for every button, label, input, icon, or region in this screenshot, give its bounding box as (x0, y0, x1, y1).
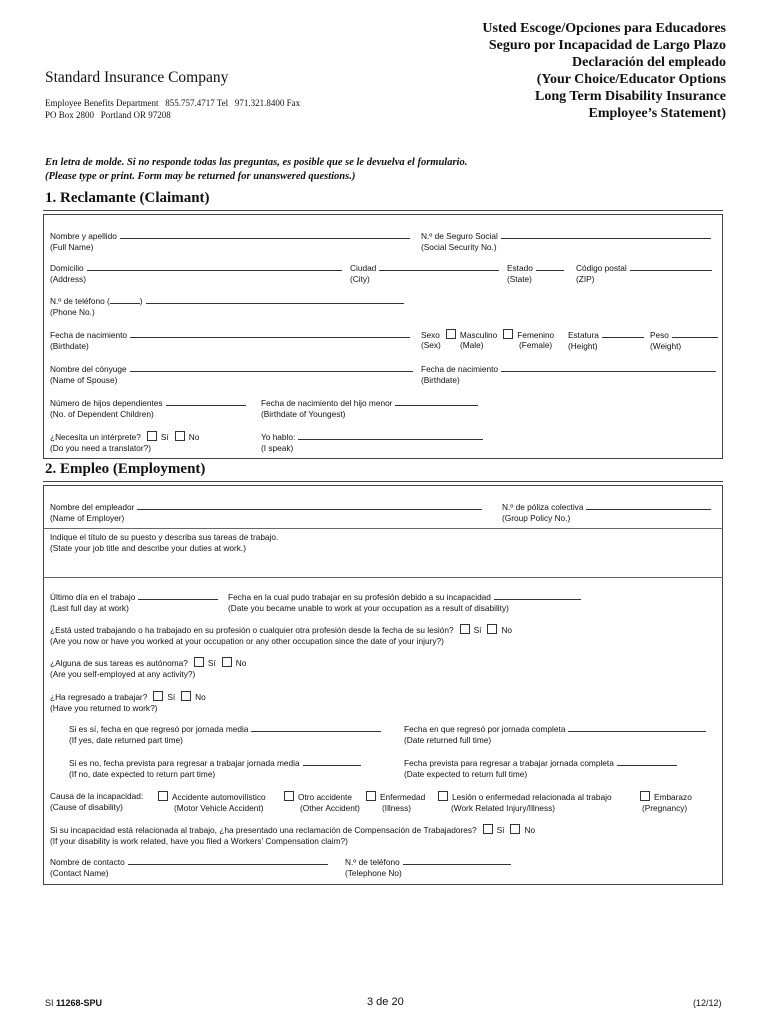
speak-line[interactable] (298, 431, 483, 440)
return-part-field[interactable] (69, 723, 381, 746)
title-line: Declaración del empleado (572, 55, 726, 70)
children-label-en: (No. of Dependent Children) (50, 409, 154, 419)
policy-label-en: (Group Policy No.) (502, 513, 571, 523)
birthdate-label: Fecha de nacimiento (50, 330, 128, 340)
unable-line[interactable] (494, 591, 581, 600)
unable-date-field[interactable] (228, 591, 581, 614)
tel-label-en: (Telephone No) (345, 868, 402, 878)
zip-field[interactable] (576, 262, 712, 285)
last-day-field[interactable] (50, 591, 218, 614)
children-label: Número de hijos dependientes (50, 398, 163, 408)
illness-checkbox[interactable] (366, 791, 376, 801)
female-checkbox[interactable] (503, 329, 513, 339)
male-label: Masculino (459, 330, 498, 340)
employer-line[interactable] (137, 501, 482, 510)
full-name-field[interactable] (50, 230, 410, 253)
interpreter-label: ¿Necesita un intérprete? (50, 432, 141, 442)
city-line[interactable] (379, 262, 499, 271)
expected-part-label-en: (If no, date expected to return part time) (69, 769, 216, 779)
male-checkbox[interactable] (446, 329, 456, 339)
state-label: Estado (507, 263, 533, 273)
company-address (45, 97, 300, 121)
section-1-title: 1. Reclamante (Claimant) (45, 190, 210, 206)
cause-label: Causa de la incapacidad: (50, 791, 144, 801)
expected-part-field[interactable] (69, 757, 361, 780)
expected-part-line[interactable] (303, 757, 361, 766)
youngest-field[interactable] (261, 397, 478, 420)
cause-pregnancy (634, 791, 692, 814)
comp-no-checkbox[interactable] (510, 824, 520, 834)
working-yes-checkbox[interactable] (460, 624, 470, 634)
employer-label-en: (Name of Employer) (50, 513, 125, 523)
expected-part-label: Si es no, fecha prevista para regresar a trabajar jornada media (69, 758, 300, 768)
last-day-line[interactable] (138, 591, 218, 600)
policy-field[interactable] (502, 501, 711, 524)
spouse-line[interactable] (130, 363, 413, 372)
female-en: (Female) (519, 340, 553, 350)
weight-field[interactable] (650, 329, 718, 352)
divider (43, 210, 723, 211)
yes-label: Sí (167, 692, 176, 702)
other-accident-checkbox[interactable] (284, 791, 294, 801)
female-label: Femenino (517, 330, 555, 340)
comp-label-en: (If your disability is work related, have you filed a Workers’ Compensation claim?) (50, 836, 348, 846)
phone-line[interactable] (146, 295, 404, 304)
ssn-label-en: (Social Security No.) (421, 242, 497, 252)
last-day-label: Último día en el trabajo (50, 592, 136, 602)
self-label-en: (Are you self-employed at any activity?) (50, 669, 196, 679)
pregnancy-label-en: (Pregnancy) (642, 803, 688, 813)
cause-label-en: (Cause of disability) (50, 802, 123, 812)
employer-field[interactable] (50, 501, 482, 524)
policy-label: N.º de póliza colectiva (502, 502, 584, 512)
other-label: Otro accidente (298, 792, 352, 802)
yes-label: Sí (160, 432, 169, 442)
spouse-label-en: (Name of Spouse) (50, 375, 118, 385)
spouse-birth-line[interactable] (501, 363, 716, 372)
no-label: No (524, 825, 536, 835)
title-line: (Your Choice/Educator Options (536, 72, 726, 87)
po-line: PO Box 2800 Portland OR 97208 (45, 110, 171, 120)
spouse-birth-label-en: (Birthdate) (421, 375, 460, 385)
title-line: Employee’s Statement) (588, 106, 726, 121)
return-part-label: Si es sí, fecha en que regresó por jornada media (69, 724, 249, 734)
spouse-label: Nombre del cónyuge (50, 364, 127, 374)
duties-label: Indique el título de su puesto y describa sus tareas de trabajo. (50, 532, 279, 542)
yes-label: Sí (207, 658, 216, 668)
phone-field[interactable] (50, 295, 404, 318)
interpreter-no-checkbox[interactable] (175, 431, 185, 441)
sex-label: Sexo (421, 330, 440, 340)
form-number (45, 998, 102, 1009)
expected-full-label: Fecha prevista para regresar a trabajar jornada completa (404, 758, 614, 768)
zip-label-en: (ZIP) (576, 274, 595, 284)
birthdate-field[interactable] (50, 329, 410, 352)
returned-label: ¿Ha regresado a trabajar? (50, 692, 148, 702)
title-line: Usted Escoge/Opciones para Educadores (482, 21, 726, 36)
expected-full-label-en: (Date expected to return full time) (404, 769, 528, 779)
self-no-checkbox[interactable] (222, 657, 232, 667)
cause-work (432, 791, 612, 814)
address-field[interactable] (50, 262, 342, 285)
divider (43, 577, 723, 578)
divider (43, 481, 723, 482)
full-name-label: Nombre y apellido (50, 231, 117, 241)
sex-field-en (421, 340, 441, 351)
youngest-label-en: (Birthdate of Youngest) (261, 409, 346, 419)
height-label: Estatura (568, 330, 599, 340)
no-label: No (235, 658, 247, 668)
state-label-en: (State) (507, 274, 532, 284)
return-full-label-en: (Date returned full time) (404, 735, 492, 745)
spouse-birth-label: Fecha de nacimiento (421, 364, 499, 374)
section-2-title: 2. Empleo (Employment) (45, 461, 206, 477)
workers-comp-question (50, 824, 535, 847)
phone-label-en: (Phone No.) (50, 307, 95, 317)
children-field[interactable] (50, 397, 246, 420)
mva-label-en: (Motor Vehicle Accident) (174, 803, 264, 813)
tel-line[interactable] (403, 856, 511, 865)
return-part-line[interactable] (251, 723, 381, 732)
full-name-label-en: (Full Name) (50, 242, 94, 252)
sex-label-en: (Sex) (421, 340, 441, 350)
expected-full-field[interactable] (404, 757, 677, 780)
cause-illness (360, 791, 425, 814)
working-label: ¿Está usted trabajando o ha trabajado en su profesión o cualquier otra profesión desde la fecha de su lesión? (50, 625, 454, 635)
comp-yes-checkbox[interactable] (483, 824, 493, 834)
full-name-line[interactable] (120, 230, 410, 239)
working-no-checkbox[interactable] (487, 624, 497, 634)
zip-label: Código postal (576, 263, 627, 273)
company-name: Standard Insurance Company (45, 69, 229, 86)
form-id: 11268-SPU (56, 998, 103, 1008)
return-full-label: Fecha en que regresó por jornada completa (404, 724, 566, 734)
contact-label-en: (Contact Name) (50, 868, 109, 878)
title-line: Long Term Disability Insurance (535, 89, 726, 104)
working-label-en: (Are you now or have you worked at your occupation or any other occupation since the date of your injury?) (50, 636, 444, 646)
page-number: 3 de 20 (367, 996, 404, 1008)
dept-line: Employee Benefits Department 855.757.4717 Tel 971.321.8400 Fax (45, 98, 301, 108)
return-full-field[interactable] (404, 723, 706, 746)
state-field[interactable] (507, 262, 564, 285)
interpreter-yes-checkbox[interactable] (147, 431, 157, 441)
children-line[interactable] (166, 397, 246, 406)
no-label: No (501, 625, 513, 635)
birthdate-line[interactable] (130, 329, 410, 338)
unable-label-en: (Date you became unable to work at your occupation as a result of disability) (228, 603, 509, 613)
yes-label: Sí (496, 825, 505, 835)
spouse-name-field[interactable] (50, 363, 413, 386)
instructions-en: (Please type or print. Form may be returned for unanswered questions.) (45, 171, 356, 182)
address-line[interactable] (87, 262, 342, 271)
work-related-checkbox[interactable] (438, 791, 448, 801)
form-title (482, 20, 726, 122)
cause-mva (152, 791, 266, 814)
address-label: Domicilio (50, 263, 84, 273)
contact-label: Nombre de contacto (50, 857, 125, 867)
mva-checkbox[interactable] (158, 791, 168, 801)
weight-label: Peso (650, 330, 669, 340)
work-label-en: (Work Related Injury/Illness) (451, 803, 556, 813)
ssn-line[interactable] (501, 230, 711, 239)
phone-paren: ) (139, 296, 143, 306)
city-label: Ciudad (350, 263, 377, 273)
height-line[interactable] (602, 329, 644, 338)
height-field[interactable] (568, 329, 644, 352)
birthdate-label-en: (Birthdate) (50, 341, 89, 351)
city-field[interactable] (350, 262, 499, 285)
speak-label: Yo hablo: (261, 432, 296, 442)
weight-line[interactable] (672, 329, 718, 338)
cause-label-group (50, 791, 143, 813)
job-duties-field[interactable] (50, 532, 278, 554)
height-label-en: (Height) (568, 341, 598, 351)
return-full-line[interactable] (568, 723, 706, 732)
cause-other (278, 791, 360, 814)
other-label-en: (Other Accident) (300, 803, 360, 813)
spouse-birth-field[interactable] (421, 363, 716, 386)
last-day-label-en: (Last full day at work) (50, 603, 129, 613)
male-en: (Male) (460, 340, 484, 350)
contact-name-field[interactable] (50, 856, 328, 879)
self-label: ¿Alguna de sus tareas es autónoma? (50, 658, 188, 668)
speak-label-en: (I speak) (261, 443, 294, 453)
comp-label: Si su incapacidad está relacionada al trabajo, ¿ha presentado una reclamación de Compensación de Trabajadores? (50, 825, 477, 835)
returned-no-checkbox[interactable] (181, 691, 191, 701)
mva-label: Accidente automovilístico (172, 792, 266, 802)
instructions-es: En letra de molde. Si no responde todas las preguntas, es posible que se le devuelva el formulario. (45, 157, 468, 168)
expected-full-line[interactable] (617, 757, 677, 766)
employer-label: Nombre del empleador (50, 502, 135, 512)
form-prefix: SI (45, 998, 57, 1008)
divider (43, 528, 723, 529)
youngest-label: Fecha de nacimiento del hijo menor (261, 398, 393, 408)
speak-field[interactable] (261, 431, 483, 454)
state-line[interactable] (536, 262, 564, 271)
returned-yes-checkbox[interactable] (153, 691, 163, 701)
policy-line[interactable] (586, 501, 711, 510)
self-employed-question (50, 657, 246, 680)
interpreter-label-en: (Do you need a translator?) (50, 443, 152, 453)
pregnancy-checkbox[interactable] (640, 791, 650, 801)
illness-label: Enfermedad (380, 792, 426, 802)
phone-label: N.º de teléfono ( (50, 296, 110, 306)
address-label-en: (Address) (50, 274, 86, 284)
working-question (50, 624, 512, 647)
revision-date: (12/12) (693, 998, 722, 1008)
zip-line[interactable] (630, 262, 712, 271)
duties-label-en: (State your job title and describe your duties at work.) (50, 543, 246, 553)
interpreter-field (50, 431, 199, 454)
youngest-line[interactable] (395, 397, 478, 406)
city-label-en: (City) (350, 274, 370, 284)
returned-label-en: (Have you returned to work?) (50, 703, 158, 713)
work-label: Lesión o enfermedad relacionada al trabajo (452, 792, 612, 802)
contact-line[interactable] (128, 856, 328, 865)
unable-label: Fecha en la cual pudo trabajar en su profesión debido a su incapacidad (228, 592, 491, 602)
contact-phone-field[interactable] (345, 856, 511, 879)
ssn-label: N.º de Seguro Social (421, 231, 498, 241)
instructions (45, 156, 467, 184)
self-yes-checkbox[interactable] (194, 657, 204, 667)
returned-question (50, 691, 206, 714)
phone-area-line[interactable] (110, 295, 140, 304)
illness-label-en: (Illness) (382, 803, 412, 813)
title-line: Seguro por Incapacidad de Largo Plazo (488, 38, 726, 53)
no-label: No (188, 432, 200, 442)
pregnancy-label: Embarazo (654, 792, 692, 802)
weight-label-en: (Weight) (650, 341, 682, 351)
ssn-field[interactable] (421, 230, 711, 253)
tel-label: N.º de teléfono (345, 857, 400, 867)
return-part-label-en: (If yes, date returned part time) (69, 735, 183, 745)
no-label: No (195, 692, 206, 702)
yes-label: Sí (473, 625, 482, 635)
